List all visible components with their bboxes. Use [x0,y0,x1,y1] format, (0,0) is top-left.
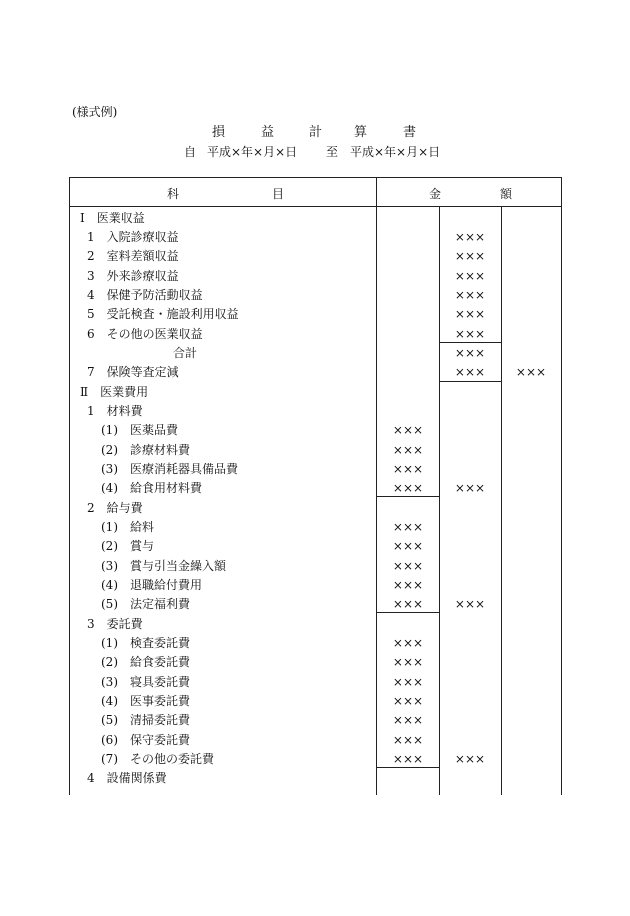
amount-cell: ××× [392,423,424,438]
subtotal-rule [377,612,439,613]
amount-cell: ××× [392,577,424,592]
amount-cell: ××× [392,558,424,573]
column-divider [501,207,502,795]
row-label: (1) 検査委託費 [101,635,190,650]
amount-cell: ××× [392,539,424,554]
title-char: 書 [403,125,417,140]
amount-cell: ××× [392,461,424,476]
period-from-date: 平成×年×月×日 [207,145,298,159]
amount-cell: ××× [392,694,424,708]
table-border [561,177,562,795]
amount-cell: ××× [454,268,486,283]
table-border [69,206,561,207]
amount-cell: ××× [392,597,424,612]
amount-cell: ××× [454,287,486,302]
title-char: 算 [354,125,368,140]
header-amount-char: 金 [429,187,442,201]
subtotal-rule [440,342,501,343]
row-label: 5 受託検査・施設利用収益 [87,307,239,322]
row-label: (1) 給料 [101,519,154,534]
amount-cell: ××× [392,674,424,689]
amount-cell: ××× [392,713,424,728]
row-label: 4 設備関係費 [87,771,167,786]
amount-cell: ××× [454,345,486,360]
amount-cell: ××× [392,481,424,496]
row-label: 1 入院診療収益 [87,229,179,244]
row-label: (3) 寝具委託費 [101,674,190,689]
row-label: 3 委託費 [87,616,143,631]
row-label: (4) 医事委託費 [101,694,190,708]
row-label: 1 材料費 [87,403,143,418]
row-label: 4 保健予防活動収益 [87,287,203,302]
amount-cell: ××× [454,365,486,380]
row-label: 7 保険等査定減 [87,365,179,380]
amount-cell: ××× [454,307,486,322]
period-to-label: 至 [326,145,339,159]
amount-cell: ××× [454,326,486,341]
row-label: (4) 給食用材料費 [101,481,202,496]
title-char: 益 [261,125,275,140]
amount-cell: ××× [454,249,486,264]
amount-cell: ××× [392,442,424,457]
title-char: 計 [309,125,323,140]
amount-cell: ××× [392,655,424,670]
table-border [69,177,561,178]
amount-cell: ××× [454,229,486,244]
row-label: (5) 法定福利費 [101,597,190,612]
header-subject-char: 目 [272,187,285,201]
amount-cell: ××× [515,365,547,380]
amount-cell: ××× [392,519,424,534]
period-to-date: 平成×年×月×日 [350,145,441,159]
amount-cell: ××× [392,635,424,650]
row-label: 合計 [173,345,198,360]
subtotal-rule [377,767,439,768]
form-example-label: (様式例) [72,105,118,119]
row-label: Ⅱ 医業費用 [80,384,149,399]
table-border [69,177,70,795]
amount-cell: ××× [454,481,486,496]
row-label: 3 外来診療収益 [87,268,179,283]
header-amount-char: 額 [500,187,513,201]
row-label: (5) 清掃委託費 [101,713,190,728]
amount-cell: ××× [392,752,424,767]
row-label: (4) 退職給付費用 [101,577,202,592]
row-label: (3) 賞与引当金繰入額 [101,558,226,573]
row-label: (2) 診療材料費 [101,442,190,457]
row-label: (7) その他の委託費 [101,752,214,767]
amount-cell: ××× [454,597,486,612]
row-label: (3) 医療消耗器具備品費 [101,461,238,476]
table-border [376,177,377,795]
row-label: 6 その他の医業収益 [87,326,203,341]
row-label: 2 室料差額収益 [87,249,179,264]
row-label: 2 給与費 [87,500,143,515]
row-label: (1) 医薬品費 [101,423,178,438]
row-label: Ⅰ 医業収益 [80,210,145,225]
title-char: 損 [212,125,226,140]
amount-cell: ××× [454,752,486,767]
subtotal-rule [377,496,439,497]
row-label: (2) 給食委託費 [101,655,190,670]
period-from-label: 自 [184,145,197,159]
amount-cell: ××× [392,732,424,747]
row-label: (2) 賞与 [101,539,154,554]
subtotal-rule [440,381,501,382]
row-label: (6) 保守委託費 [101,732,190,747]
header-subject-char: 科 [167,187,180,201]
